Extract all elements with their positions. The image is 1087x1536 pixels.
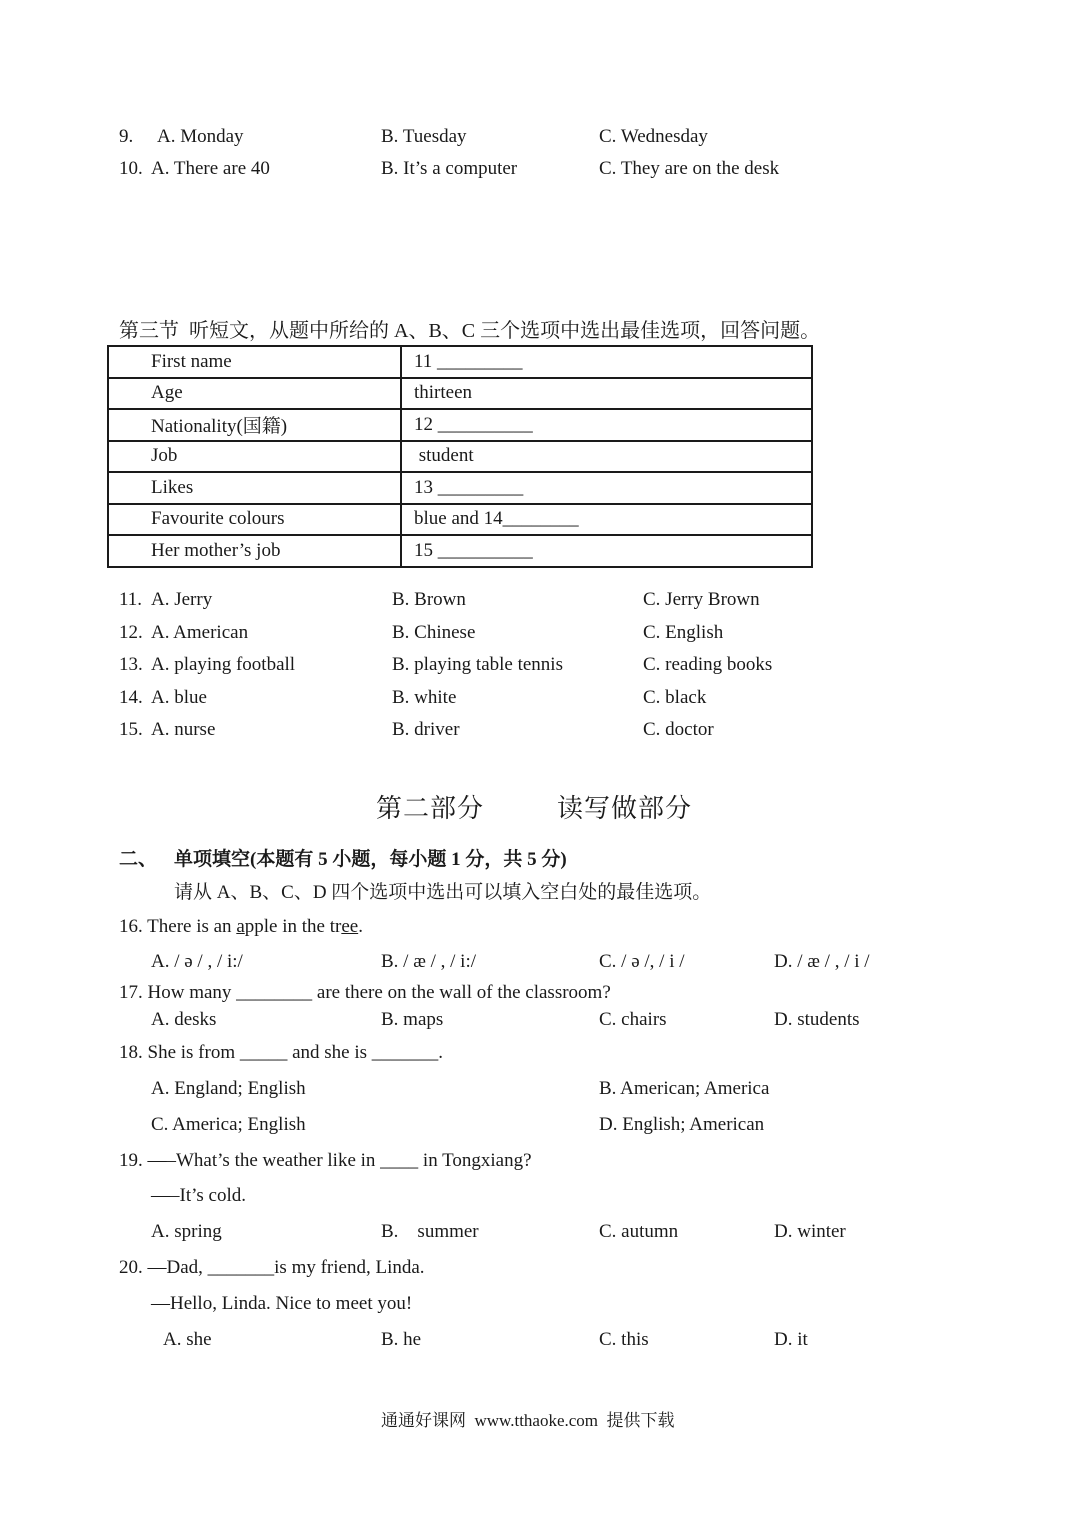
table-label: Favourite colours bbox=[108, 504, 401, 536]
q9-number: 9. bbox=[119, 126, 134, 147]
q20-reply: —Hello, Linda. Nice to meet you! bbox=[151, 1293, 413, 1314]
q19-option-b: B. summer bbox=[381, 1221, 479, 1242]
q12-number: 12. bbox=[119, 622, 143, 643]
q11-option-c: C. Jerry Brown bbox=[643, 589, 760, 610]
q17-option-d: D. students bbox=[774, 1009, 860, 1030]
q9-option-c: C. Wednesday bbox=[599, 126, 708, 147]
table-row bbox=[108, 409, 812, 441]
q13-option-b: B. playing table tennis bbox=[392, 654, 563, 675]
q17-option-c: C. chairs bbox=[599, 1009, 667, 1030]
q14-option-b: B. white bbox=[392, 687, 457, 708]
q20-option-a: A. she bbox=[163, 1329, 212, 1350]
table-value: 15 __________ bbox=[401, 535, 812, 567]
q18-stem: 18. She is from _____ and she is _______. bbox=[119, 1042, 444, 1063]
table-label: First name bbox=[108, 346, 401, 378]
q14-option-c: C. black bbox=[643, 687, 707, 708]
footer-text: 通通好课网 www.tthaoke.com 提供下载 bbox=[381, 1411, 675, 1430]
q18-option-d: D. English; American bbox=[599, 1114, 765, 1135]
q16-option-d: D. / æ / , / i / bbox=[774, 951, 870, 972]
table-value: thirteen bbox=[401, 378, 812, 410]
q16-stem-mid: pple in the tr bbox=[244, 916, 342, 937]
q19-reply: —–It’s cold. bbox=[151, 1185, 246, 1206]
table-row bbox=[108, 378, 812, 410]
q19-option-d: D. winter bbox=[774, 1221, 846, 1242]
q16-underline-ee: ee bbox=[341, 916, 359, 937]
table-value: student bbox=[401, 441, 812, 473]
info-table bbox=[107, 345, 813, 568]
q17-option-b: B. maps bbox=[381, 1009, 444, 1030]
q15-option-a: A. nurse bbox=[151, 719, 216, 740]
table-label: Her mother’s job bbox=[108, 535, 401, 567]
q18-option-a: A. England; English bbox=[151, 1078, 306, 1099]
table-label: Likes bbox=[108, 472, 401, 504]
q12-option-a: A. American bbox=[151, 622, 249, 643]
section2-instruction: 请从 A、B、C、D 四个选项中选出可以填入空白处的最佳选项。 bbox=[174, 882, 712, 903]
q13-option-a: A. playing football bbox=[151, 654, 296, 675]
q20-option-d: D. it bbox=[774, 1329, 808, 1350]
q20-option-c: C. this bbox=[599, 1329, 649, 1350]
q16-option-c: C. / ə /, / i / bbox=[599, 951, 685, 972]
q16-stem bbox=[119, 917, 363, 936]
part2-title-left: 第二部分 bbox=[376, 794, 485, 823]
q11-number: 11. bbox=[119, 589, 143, 610]
q16-stem-pre: 16. There is an bbox=[119, 916, 237, 937]
q16-stem-post: . bbox=[358, 916, 363, 937]
q14-number: 14. bbox=[119, 687, 143, 708]
q12-option-c: C. English bbox=[643, 622, 724, 643]
table-label: Age bbox=[108, 378, 401, 410]
section2-number: 二、 bbox=[119, 849, 158, 870]
q20-option-b: B. he bbox=[381, 1329, 422, 1350]
q17-option-a: A. desks bbox=[151, 1009, 217, 1030]
section3-heading: 第三节 听短文，从题中所给的 A、B、C 三个选项中选出最佳选项，回答问题。 bbox=[119, 320, 821, 342]
q19-option-c: C. autumn bbox=[599, 1221, 679, 1242]
q9-option-a: A. Monday bbox=[157, 126, 244, 147]
q13-number: 13. bbox=[119, 654, 143, 675]
q19-option-a: A. spring bbox=[151, 1221, 222, 1242]
table-label: Nationality(国籍) bbox=[108, 409, 401, 441]
q9-option-b: B. Tuesday bbox=[381, 126, 467, 147]
table-row bbox=[108, 504, 812, 536]
q12-option-b: B. Chinese bbox=[392, 622, 476, 643]
q10-option-a: A. There are 40 bbox=[151, 158, 270, 179]
part2-title-right: 读写做部分 bbox=[557, 794, 693, 823]
q10-option-c: C. They are on the desk bbox=[599, 158, 780, 179]
q17-stem: 17. How many ________ are there on the wall of the classroom? bbox=[119, 982, 611, 1003]
q18-option-b: B. American; America bbox=[599, 1078, 770, 1099]
table-row bbox=[108, 535, 812, 567]
q16-option-b: B. / æ / , / i:/ bbox=[381, 951, 477, 972]
q15-option-b: B. driver bbox=[392, 719, 460, 740]
q18-option-c: C. America; English bbox=[151, 1114, 306, 1135]
q16-option-a: A. / ə / , / i:/ bbox=[151, 951, 243, 972]
q10-option-b: B. It’s a computer bbox=[381, 158, 518, 179]
table-row bbox=[108, 472, 812, 504]
q10-number: 10. bbox=[119, 158, 143, 179]
q20-stem: 20. —Dad, _______is my friend, Linda. bbox=[119, 1257, 425, 1278]
q15-option-c: C. doctor bbox=[643, 719, 714, 740]
table-value: 11 _________ bbox=[401, 346, 812, 378]
table-value: 13 _________ bbox=[401, 472, 812, 504]
q15-number: 15. bbox=[119, 719, 143, 740]
table-value: blue and 14________ bbox=[401, 504, 812, 536]
section2-title: 单项填空(本题有 5 小题，每小题 1 分，共 5 分) bbox=[174, 849, 567, 870]
q19-stem: 19. —–What’s the weather like in ____ in Tongxiang? bbox=[119, 1150, 532, 1171]
q11-option-b: B. Brown bbox=[392, 589, 466, 610]
table-row bbox=[108, 346, 812, 378]
q16-underline-a: a bbox=[236, 916, 245, 937]
table-value: 12 __________ bbox=[401, 409, 812, 441]
table-label: Job bbox=[108, 441, 401, 473]
q11-option-a: A. Jerry bbox=[151, 589, 213, 610]
table-row bbox=[108, 441, 812, 473]
q13-option-c: C. reading books bbox=[643, 654, 773, 675]
q14-option-a: A. blue bbox=[151, 687, 207, 708]
